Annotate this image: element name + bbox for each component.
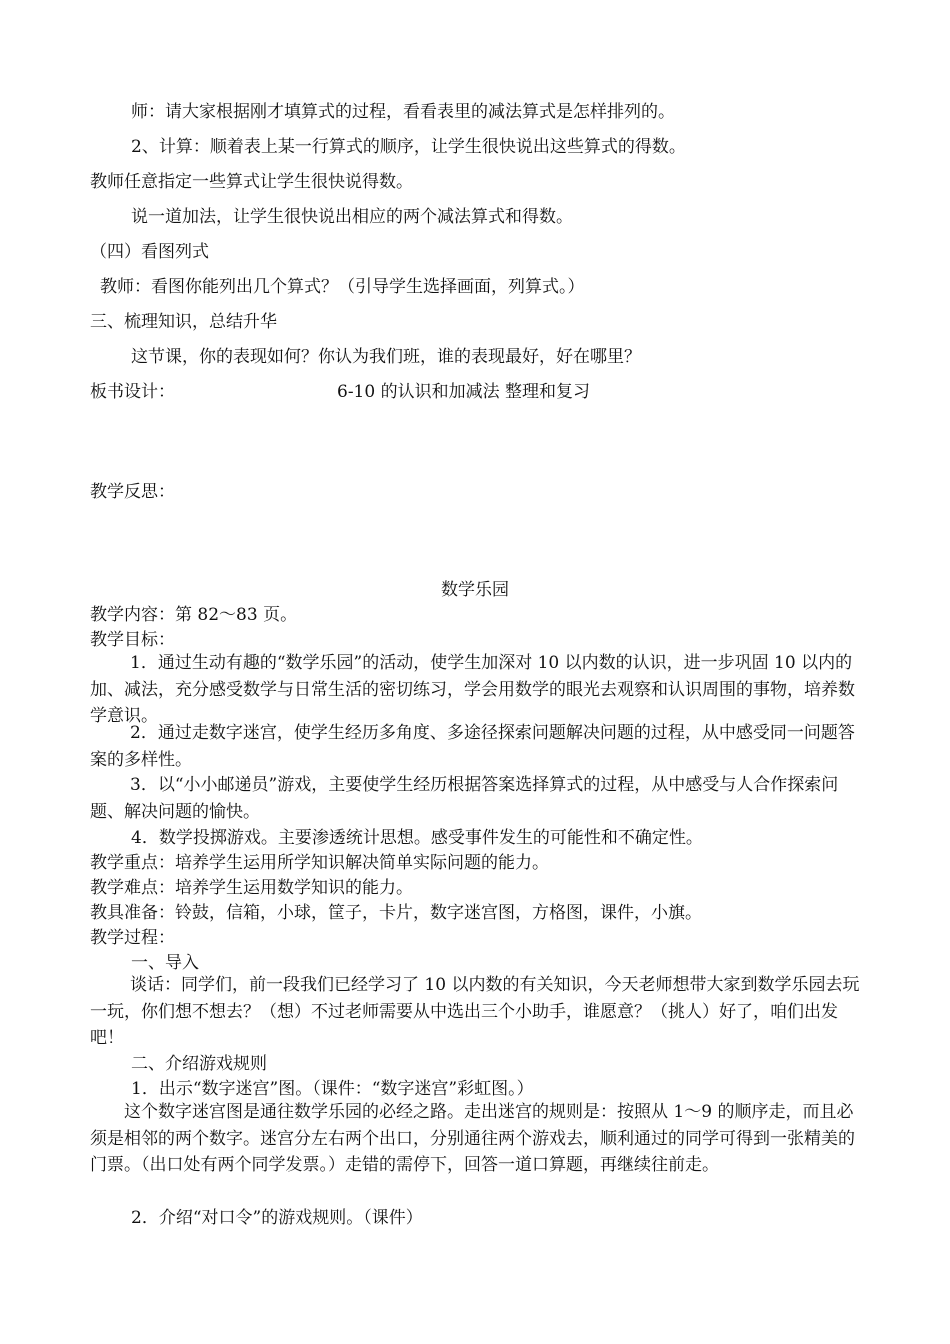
paragraph-reflection-question: 这节课，你的表现如何？你认为我们班，谁的表现最好，好在哪里？	[131, 347, 641, 367]
rule-2: 2．介绍“对口令”的游戏规则。（课件）	[131, 1208, 423, 1228]
lesson-title: 数学乐园	[441, 580, 509, 600]
paragraph-teacher-question: 师：请大家根据刚才填算式的过程，看看表里的减法算式是怎样排列的。	[131, 102, 675, 122]
teaching-content: 教学内容：第 82～83 页。	[90, 605, 298, 625]
step-intro: 一、导入	[131, 953, 199, 973]
heading-picture-equation: （四）看图列式	[90, 242, 209, 262]
paragraph-talk: 谈话：同学们，前一段我们已经学习了 10 以内数的有关知识，今天老师想带大家到数学乐园去玩一玩，你们想不想去？（想）不过老师需要从中选出三个小助手，谁愿意？（挑人）好了，咱们出发吧！	[90, 975, 860, 1048]
board-design-label: 板书设计：	[90, 382, 175, 402]
paragraph-teacher-picture: 教师：看图你能列出几个算式？（引导学生选择画面，列算式。）	[100, 277, 585, 297]
board-design-title: 6-10 的认识和加减法 整理和复习	[337, 382, 590, 402]
teaching-goals-label: 教学目标：	[90, 630, 175, 650]
goal-3: 3．以“小小邮递员”游戏，主要使学生经历根据答案选择算式的过程，从中感受与人合作探索问题、解决问题的愉快。	[90, 775, 839, 822]
goal-4: 4．数学投掷游戏。主要渗透统计思想。感受事件发生的可能性和不确定性。	[131, 828, 703, 848]
teaching-difficulty: 教学难点：培养学生运用数学知识的能力。	[90, 878, 413, 898]
teaching-process-label: 教学过程：	[90, 928, 175, 948]
paragraph-teacher-specify: 教师任意指定一些算式让学生很快说得数。	[90, 172, 413, 192]
teaching-reflection-label: 教学反思：	[90, 482, 175, 502]
rule-1: 1．出示“数字迷宫”图。（课件：“数字迷宫”彩虹图。）	[131, 1079, 534, 1099]
paragraph-addition: 说一道加法，让学生很快说出相应的两个减法算式和得数。	[131, 207, 573, 227]
goal-2: 2．通过走数字迷宫，使学生经历多角度、多途径探索问题解决问题的过程，从中感受同一问题答案的多样性。	[90, 723, 855, 770]
teaching-prep: 教具准备：铃鼓，信箱，小球，筐子，卡片，数字迷宫图，方格图，课件，小旗。	[90, 903, 702, 923]
step-rules: 二、介绍游戏规则	[131, 1054, 267, 1074]
teaching-key: 教学重点：培养学生运用所学知识解决简单实际问题的能力。	[90, 853, 549, 873]
goal-1: 1．通过生动有趣的“数学乐园”的活动，使学生加深对 10 以内数的认识，进一步巩固 10 以内的加、减法，充分感受数学与日常生活的密切练习，学会用数学的眼光去观察和认识周围的事物，培养数学意识。	[90, 653, 855, 726]
paragraph-maze: 这个数字迷宫图是通往数学乐园的必经之路。走出迷宫的规则是：按照从 1～9 的顺序走，而且必须是相邻的两个数字。迷宫分左右两个出口，分别通往两个游戏去，顺利通过的同学可得到一张精美的门票。（出口处有两个同学发票。）走错的需停下，回答一道口算题，再继续往前走。	[90, 1102, 855, 1175]
heading-summary: 三、梳理知识，总结升华	[90, 312, 277, 332]
paragraph-calc: 2、计算：顺着表上某一行算式的顺序，让学生很快说出这些算式的得数。	[131, 137, 686, 157]
